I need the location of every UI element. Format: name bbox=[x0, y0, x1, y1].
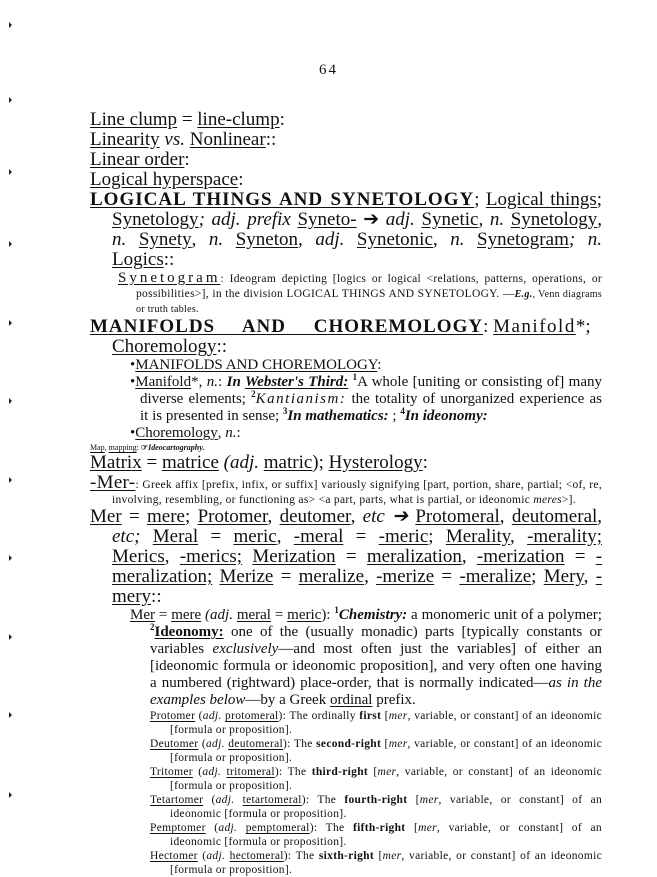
mer-term: mer bbox=[382, 850, 402, 862]
separator: : bbox=[236, 425, 241, 441]
page-content bbox=[90, 110, 602, 877]
separator: , bbox=[164, 546, 180, 567]
pos-label: (adj. bbox=[201, 607, 237, 623]
definition-text: The ordinally bbox=[289, 710, 360, 722]
ordinal-position: sixth-right bbox=[318, 850, 374, 862]
ordinal-entry bbox=[150, 849, 602, 877]
bullet-icon: • bbox=[130, 374, 136, 390]
separator: ); bbox=[312, 452, 329, 473]
margin-mark bbox=[9, 477, 12, 483]
separator: ): bbox=[301, 794, 318, 806]
entry-line-clump bbox=[90, 110, 602, 130]
separator: ( bbox=[192, 766, 203, 778]
pos-label: , n. bbox=[191, 229, 236, 250]
separator: ; bbox=[428, 526, 446, 547]
sense-number: 4 bbox=[400, 406, 405, 416]
separator: [ bbox=[373, 850, 383, 862]
pos-label: , adj. bbox=[298, 229, 357, 250]
entry-synetogram bbox=[118, 270, 602, 317]
separator: >]. bbox=[561, 494, 576, 506]
link-logical-things[interactable]: Logical things bbox=[485, 189, 597, 210]
source-label: In bbox=[226, 374, 245, 390]
definition-text: The bbox=[317, 794, 345, 806]
bullet-icon: • bbox=[130, 357, 136, 373]
mer-term: mer bbox=[377, 766, 397, 778]
separator: [ bbox=[405, 822, 419, 834]
margin-mark bbox=[9, 22, 12, 28]
margin-mark bbox=[9, 555, 12, 561]
margin-mark bbox=[9, 634, 12, 640]
entry-linear-order bbox=[90, 150, 602, 170]
pos-label: adj. bbox=[202, 766, 222, 778]
link-synetology[interactable]: Synetology bbox=[112, 209, 199, 230]
link-synetogram[interactable]: Synetogram bbox=[477, 229, 569, 250]
mer-term-link[interactable]: meralization bbox=[366, 546, 462, 567]
bullet-item bbox=[130, 425, 602, 442]
link-choremology[interactable]: Choremology bbox=[112, 336, 217, 357]
bullet-icon: • bbox=[130, 425, 136, 441]
ordinal-entry bbox=[150, 737, 602, 765]
link-linearity[interactable]: Linearity bbox=[90, 129, 160, 150]
separator: , bbox=[267, 506, 280, 527]
definition-text: The bbox=[293, 738, 317, 750]
sense-number: 2 bbox=[251, 389, 256, 399]
link-linear-order[interactable]: Linear order bbox=[90, 149, 185, 170]
separator: :: bbox=[265, 129, 277, 150]
link-synetology-n[interactable]: Synetology bbox=[510, 209, 598, 230]
ordinal-adj-link[interactable]: tetartomeral bbox=[242, 794, 302, 806]
link-mere[interactable]: mere bbox=[171, 607, 202, 623]
definition-text: , variable, or constant] of an ideonomic [formula or proposition]. bbox=[170, 794, 602, 820]
sense-label: Chemistry: bbox=[338, 607, 408, 623]
link-line-clump[interactable]: Line clump bbox=[90, 109, 178, 130]
mer-term-link[interactable]: -meralize bbox=[459, 566, 532, 587]
sense-label: Kantianism: bbox=[255, 391, 347, 407]
ordinal-position: fourth-right bbox=[344, 794, 408, 806]
mer-term-link[interactable]: deutomeral bbox=[511, 506, 598, 527]
entry-matrix bbox=[90, 453, 602, 473]
separator: , bbox=[597, 506, 603, 527]
pointing-hand-icon: ☞ bbox=[140, 443, 149, 452]
pos-label: n. bbox=[206, 374, 219, 390]
separator: ( bbox=[197, 850, 207, 862]
separator: : bbox=[377, 357, 382, 373]
link-nonlinear[interactable]: Nonlinear bbox=[189, 129, 266, 150]
ordinal-adj-link[interactable]: tritomeral bbox=[226, 766, 275, 778]
mer-term-link[interactable]: Merize bbox=[219, 566, 274, 587]
ordinal-position: first bbox=[359, 710, 382, 722]
separator: , bbox=[104, 443, 109, 452]
separator: : bbox=[483, 316, 494, 337]
separator: , bbox=[583, 566, 596, 587]
separator: ): bbox=[283, 850, 296, 862]
ordinal-adj-link[interactable]: hectomeral bbox=[229, 850, 284, 862]
ordinal-term-link[interactable]: Deutomer bbox=[150, 738, 199, 750]
entry-logical-things bbox=[90, 190, 602, 270]
ordinal-position: fifth-right bbox=[352, 822, 406, 834]
pos-label: adj. bbox=[215, 794, 235, 806]
ordinal-adj-link[interactable]: pemptomeral bbox=[245, 822, 310, 834]
separator: : bbox=[184, 149, 190, 170]
definition-text: The bbox=[287, 766, 312, 778]
separator bbox=[242, 546, 252, 567]
mer-term-link[interactable]: -meralization; bbox=[112, 546, 603, 587]
ordinal-term-link[interactable]: Protomer bbox=[150, 710, 196, 722]
mer-term-link[interactable]: meric bbox=[233, 526, 277, 547]
definition-text: —by a Greek bbox=[245, 692, 330, 708]
separator: = bbox=[155, 607, 172, 623]
emphasis-text: exclusively bbox=[212, 641, 279, 657]
separator: , bbox=[350, 506, 363, 527]
separator: ; bbox=[531, 566, 544, 587]
separator: ( bbox=[205, 822, 219, 834]
separator: ( bbox=[203, 794, 216, 806]
separator: :: bbox=[163, 249, 175, 270]
separator: : bbox=[218, 374, 227, 390]
separator: : bbox=[422, 452, 428, 473]
mer-term-link[interactable]: -mery bbox=[112, 566, 603, 607]
separator: ): bbox=[321, 607, 335, 623]
link-syneton[interactable]: Syneton bbox=[235, 229, 298, 250]
separator: ; bbox=[388, 408, 401, 424]
link-line-clump-alt[interactable]: line-clump bbox=[197, 109, 280, 130]
separator: = bbox=[273, 566, 299, 587]
separator: *; bbox=[575, 316, 591, 337]
link-meral[interactable]: meral bbox=[236, 607, 271, 623]
separator: ): bbox=[283, 738, 294, 750]
link-synetogram-def[interactable]: Synetogram bbox=[118, 270, 221, 286]
link-logics[interactable]: Logics bbox=[112, 249, 164, 270]
ordinal-adj-link[interactable]: deutomeral bbox=[228, 738, 283, 750]
margin-mark bbox=[9, 241, 12, 247]
separator: , bbox=[364, 566, 377, 587]
separator: : bbox=[136, 443, 141, 452]
pos-label: adj. bbox=[385, 209, 422, 230]
separator: , bbox=[461, 546, 477, 567]
margin-mark bbox=[9, 712, 12, 718]
mer-term-link[interactable]: Merics bbox=[112, 546, 165, 567]
separator: ( bbox=[198, 738, 206, 750]
pos-label: adj. bbox=[202, 710, 222, 722]
etc-label: etc; bbox=[112, 526, 153, 547]
ordinal-entry bbox=[150, 793, 602, 821]
separator: ; bbox=[474, 189, 486, 210]
definition-text: A whole [uniting or consisting of] many diverse elements; bbox=[140, 374, 602, 407]
margin-mark bbox=[9, 169, 12, 175]
definition-text: , variable, or constant] of an ideonomic [formula or proposition]. bbox=[170, 710, 602, 736]
separator: [ bbox=[407, 794, 420, 806]
link-choremology-def[interactable]: Choremology bbox=[135, 425, 218, 441]
pos-label: , n. bbox=[112, 209, 603, 250]
mer-term-link[interactable]: Mery bbox=[543, 566, 584, 587]
eg-label: E.g. bbox=[514, 289, 533, 300]
link-syneto[interactable]: Syneto- bbox=[297, 209, 357, 230]
division-heading-logical-things[interactable]: LOGICAL THINGS AND SYNETOLOGY bbox=[90, 189, 475, 210]
sense-number: 1 bbox=[334, 605, 339, 615]
definition-text: , variable, or constant] of an ideonomic [formula or proposition]. bbox=[170, 850, 602, 876]
link-synety[interactable]: Synety bbox=[138, 229, 192, 250]
sense-number: 1 bbox=[352, 372, 358, 382]
mer-term-link[interactable]: deutomer bbox=[279, 506, 351, 527]
link-ideonomy[interactable]: Ideonomy: bbox=[154, 624, 224, 640]
definition-text: : Ideogram depicting [logics or logical <relations, patterns, operations, or possibilities>], in the division LOGICAL THINGS AND SYNETOLOGY. — bbox=[136, 273, 602, 300]
entry-logical-hyperspace bbox=[90, 170, 602, 190]
pos-label: (adj. bbox=[218, 452, 264, 473]
separator: [ bbox=[381, 738, 389, 750]
mer-term-link[interactable]: -meric bbox=[378, 526, 429, 547]
bullet-item bbox=[130, 374, 602, 425]
ordinal-term-link[interactable]: Tritomer bbox=[150, 766, 193, 778]
separator bbox=[212, 566, 219, 587]
sense-number: 2 bbox=[150, 622, 155, 632]
pos-label: ; n. bbox=[568, 229, 602, 250]
separator: : bbox=[238, 169, 244, 190]
mer-term-link[interactable]: mere bbox=[146, 506, 185, 527]
definition-text: a monomeric unit of a polymer; bbox=[407, 607, 602, 623]
pos-label: adj. bbox=[218, 822, 238, 834]
definition-text: : Greek affix [prefix, infix, or suffix] variously signifying [part, portion, share, partial; <of, re, involving, resembling, or functioning as> <a part, parts, what is partial, or ideonomic bbox=[112, 479, 602, 506]
separator: ( bbox=[195, 710, 203, 722]
definition-text: —and most often just the variables] of either an [ideonomic formula or ideonomic proposition], and very often one having a numbered (rightward) place-order, that is normally indicated— bbox=[150, 641, 602, 691]
entry-linearity bbox=[90, 130, 602, 150]
definition-text: , variable, or constant] of an ideonomic [formula or proposition]. bbox=[170, 822, 602, 848]
ordinal-position: third-right bbox=[311, 766, 369, 778]
definition-text: The bbox=[295, 850, 319, 862]
link-logical-hyperspace[interactable]: Logical hyperspace bbox=[90, 169, 239, 190]
pos-label: , n. bbox=[217, 425, 237, 441]
definition-text: one of the (usually monadic) parts [typically constants or variables bbox=[150, 624, 602, 657]
margin-mark bbox=[9, 398, 12, 404]
link-map[interactable]: Map bbox=[90, 443, 105, 452]
separator: = bbox=[434, 566, 460, 587]
definition-text: , variable, or constant] of an ideonomic [formula or proposition]. bbox=[170, 738, 602, 764]
mer-term-link[interactable]: Merization bbox=[252, 546, 336, 567]
mer-term-link[interactable]: -merality; bbox=[527, 526, 602, 547]
separator: , bbox=[499, 506, 512, 527]
link-synetic[interactable]: Synetic bbox=[421, 209, 479, 230]
separator: ; bbox=[184, 506, 198, 527]
mer-term-link[interactable]: Protomeral bbox=[415, 506, 500, 527]
link-manifold[interactable]: Manifold bbox=[493, 316, 576, 337]
entry-mer-affix bbox=[90, 473, 602, 507]
sense-number: 3 bbox=[282, 406, 288, 416]
definition-text: prefix. bbox=[372, 692, 416, 708]
arrow-icon: ➔ bbox=[356, 209, 386, 230]
margin-mark bbox=[9, 792, 12, 798]
meres-term: meres bbox=[533, 494, 562, 506]
separator: = bbox=[343, 526, 379, 547]
separator: *, bbox=[191, 374, 207, 390]
entry-mer-def bbox=[130, 607, 602, 709]
link-matrix[interactable]: Matrix bbox=[90, 452, 142, 473]
mer-term-link[interactable]: -merize bbox=[376, 566, 435, 587]
definition-text: , variable, or constant] of an ideonomic [formula or proposition]. bbox=[170, 766, 602, 792]
mer-term-link[interactable]: Mer bbox=[90, 506, 122, 527]
mer-term: mer bbox=[388, 710, 408, 722]
separator: [ bbox=[381, 710, 389, 722]
ordinal-entry bbox=[150, 709, 602, 737]
pos-label: , n. bbox=[432, 229, 478, 250]
pos-label: ; adj. prefix bbox=[198, 209, 298, 230]
emphasis-text: as in the examples below bbox=[150, 675, 602, 708]
ordinal-list bbox=[90, 709, 602, 877]
link-manifold-def[interactable]: Manifold bbox=[135, 374, 192, 390]
separator: [ bbox=[368, 766, 378, 778]
separator: :: bbox=[151, 586, 162, 607]
definition-text: The bbox=[325, 822, 353, 834]
ordinal-position: second-right bbox=[316, 738, 382, 750]
ordinal-term-link[interactable]: Pemptomer bbox=[150, 822, 206, 834]
separator: ): bbox=[278, 710, 290, 722]
mer-term-link[interactable]: Merality bbox=[445, 526, 511, 547]
link-manifolds-division[interactable]: MANIFOLDS AND CHOREMOLOGY bbox=[135, 357, 378, 373]
vs-label: vs. bbox=[159, 129, 190, 150]
etc-label: etc ➔ bbox=[362, 506, 416, 527]
mer-term-link[interactable]: Protomer bbox=[197, 506, 268, 527]
entry-mer-list bbox=[90, 507, 602, 607]
separator: = bbox=[121, 506, 147, 527]
mer-term: mer bbox=[419, 794, 439, 806]
margin-mark bbox=[9, 320, 12, 326]
mer-term-link[interactable]: -merization bbox=[476, 546, 565, 567]
ordinal-term-link[interactable]: Tetartomer bbox=[150, 794, 204, 806]
link-websters-third[interactable]: Webster's Third: bbox=[244, 374, 349, 390]
separator: : bbox=[279, 109, 285, 130]
link-matric[interactable]: matric bbox=[263, 452, 313, 473]
separator: :: bbox=[216, 336, 228, 357]
pos-label: adj. bbox=[206, 738, 225, 750]
definition-text: the totality of unorganized experience as it is presented in sense; bbox=[140, 391, 602, 424]
bullet-item bbox=[130, 357, 602, 374]
link-mer[interactable]: Mer bbox=[130, 607, 155, 623]
sense-label: In ideonomy: bbox=[404, 408, 488, 424]
mer-term: mer bbox=[418, 822, 437, 834]
separator: = bbox=[198, 526, 234, 547]
separator: , bbox=[276, 526, 294, 547]
separator: ): bbox=[309, 822, 326, 834]
link-mer-affix[interactable]: -Mer- bbox=[90, 472, 136, 493]
ordinal-entry bbox=[150, 765, 602, 793]
separator: = bbox=[141, 452, 162, 473]
example-text: , Venn diagrams or truth tables. bbox=[136, 289, 602, 315]
entry-manifolds bbox=[90, 317, 602, 357]
page-number: 64 bbox=[319, 62, 338, 78]
ordinal-term-link[interactable]: Hectomer bbox=[150, 850, 198, 862]
link-hysterology[interactable]: Hysterology bbox=[328, 452, 423, 473]
mer-term-link[interactable]: -meral bbox=[293, 526, 344, 547]
link-synetonic[interactable]: Synetonic bbox=[356, 229, 433, 250]
link-matrice[interactable]: matrice bbox=[161, 452, 219, 473]
separator: = bbox=[177, 109, 198, 130]
sense-label: In mathematics: bbox=[287, 408, 389, 424]
link-ordinal[interactable]: ordinal bbox=[329, 692, 373, 708]
pos-label: , n. bbox=[478, 209, 511, 230]
ordinal-entry bbox=[150, 821, 602, 849]
separator: = bbox=[564, 546, 596, 567]
mer-term-link[interactable]: meralize bbox=[298, 566, 365, 587]
separator: , bbox=[510, 526, 528, 547]
link-meric[interactable]: meric bbox=[287, 607, 322, 623]
link-mapping[interactable]: mapping bbox=[108, 443, 137, 452]
pos-label: adj. bbox=[206, 850, 226, 862]
margin-mark bbox=[9, 97, 12, 103]
separator: = bbox=[270, 607, 288, 623]
separator: ): bbox=[274, 766, 288, 778]
separator: = bbox=[335, 546, 367, 567]
link-ideocartography[interactable]: Ideocartography. bbox=[148, 443, 205, 452]
division-heading-manifolds[interactable]: MANIFOLDS AND CHOREMOLOGY bbox=[90, 316, 484, 337]
mer-term-link[interactable]: Meral bbox=[152, 526, 199, 547]
separator: ; bbox=[596, 189, 603, 210]
ordinal-adj-link[interactable]: protomeral bbox=[225, 710, 279, 722]
mer-term-link[interactable]: -merics; bbox=[179, 546, 243, 567]
mer-term: mer bbox=[388, 738, 408, 750]
